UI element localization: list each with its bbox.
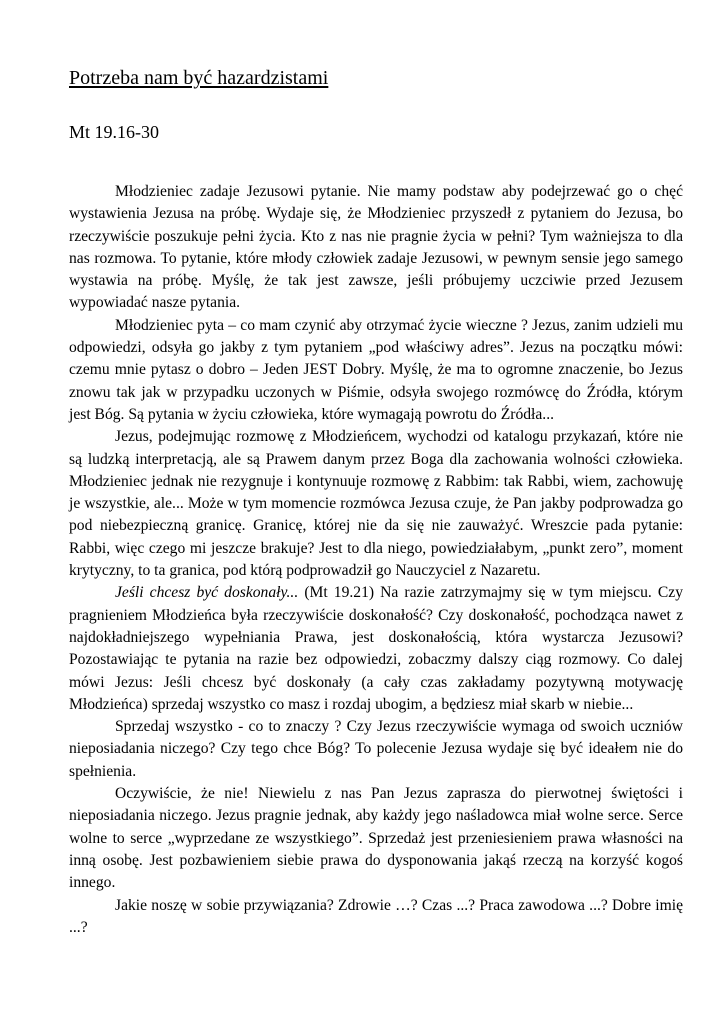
paragraph-4-text: (Mt 19.21) Na razie zatrzymajmy się w tym miejscu. Czy pragnieniem Młodzieńca była rzeczywiście doskonałość? Czy doskonałość, pochodząca nawet z najdokładniejszego wypełniania Prawa, jest doskonałością, która wystarcza Jezusowi? Pozostawiając te pytania na razie bez odpowiedzi, zobaczmy dalszy ciąg rozmowy. Co dalej mówi Jezus: Jeśli chcesz być doskonały (a cały czas zakładamy pozytywną motywację Młodzieńca) sprzedaj wszystko co masz i rozdaj ubogim, a będziesz miał skarb w niebie... (69, 584, 683, 713)
document-body (69, 181, 683, 939)
paragraph-5: Sprzedaj wszystko - co to znaczy ? Czy Jezus rzeczywiście wymaga od swoich uczniów nieposiadania niczego? Czy tego chce Bóg? To polecenie Jezusa wydaje się być ideałem nie do spełnienia. (69, 718, 683, 780)
paragraph-2: Młodzieniec pyta – co mam czynić aby otrzymać życie wieczne ? Jezus, zanim udzieli mu odpowiedzi, odsyła go jakby z tym pytaniem „pod właściwy adres”. Jezus na początku mówi: czemu mnie pytasz o dobro – Jeden JEST Dobry. Myślę, że ma to ogromne znaczenie, bo Jezus znowu tak jak w przypadku uczonych w Piśmie, odsyła swojego rozmówcę do Źródła, którym jest Bóg. Są pytania w życiu człowieka, które wymagają powrotu do Źródła... (69, 316, 683, 423)
paragraph-4-italic-quote: Jeśli chcesz być doskonały... (115, 584, 299, 602)
paragraph-6: Oczywiście, że nie! Niewielu z nas Pan Jezus zaprasza do pierwotnej świętości i nieposiadania niczego. Jezus pragnie jednak, aby każdy jego naśladowca miał wolne serce. Serce wolne to serce „wyprzedane ze wszystkiego”. Sprzedaż jest przeniesieniem prawa własności na inną osobę. Jest pozbawieniem siebie prawa do dysponowania jakąś rzeczą na korzyść kogoś innego. (69, 785, 683, 892)
paragraph-1: Młodzieniec zadaje Jezusowi pytanie. Nie mamy podstaw aby podejrzewać go o chęć wystawienia Jezusa na próbę. Wydaje się, że Młodzieniec przyszedł z pytaniem do Jezusa, bo rzeczywiście poszukuje pełni życia. Kto z nas nie pragnie życia w pełni? Tym ważniejsza to dla nas rozmowa. To pytanie, które młody człowiek zadaje Jezusowi, w pewnym sensie jego samego wystawia na próbę. Myślę, że tak jest zawsze, jeśli próbujemy uczciwie przed Jezusem wypowiadać nasze pytania. (69, 183, 683, 312)
document-page (69, 66, 683, 939)
paragraph-7: Jakie noszę w sobie przywiązania? Zdrowie …? Czas ...? Praca zawodowa ...? Dobre imię ...? (69, 896, 683, 936)
scripture-reference: Mt 19.16-30 (69, 122, 159, 142)
paragraph-4 (69, 582, 683, 716)
document-title: Potrzeba nam być hazardzistami (69, 67, 329, 89)
paragraph-3: Jezus, podejmując rozmowę z Młodzieńcem, wychodzi od katalogu przykazań, które nie są ludzką interpretacją, ale są Prawem danym przez Boga dla zachowania wolności człowieka. Młodzieniec jednak nie rezygnuje i kontynuuje rozmowę z Rabbim: tak Rabbi, wiem, zachowuję je wszystkie, ale... Może w tym momencie rozmówca Jezusa czuje, że Pan jakby podprowadza go pod niebezpieczną granicę. Granicę, której nie da się nie zauważyć. Wreszcie pada pytanie: Rabbi, więc czego mi jeszcze brakuje? Jest to dla niego, powiedziałabym, „punkt zero”, moment krytyczny, to ta granica, pod którą podprowadził go Nauczyciel z Nazaretu. (69, 428, 683, 580)
